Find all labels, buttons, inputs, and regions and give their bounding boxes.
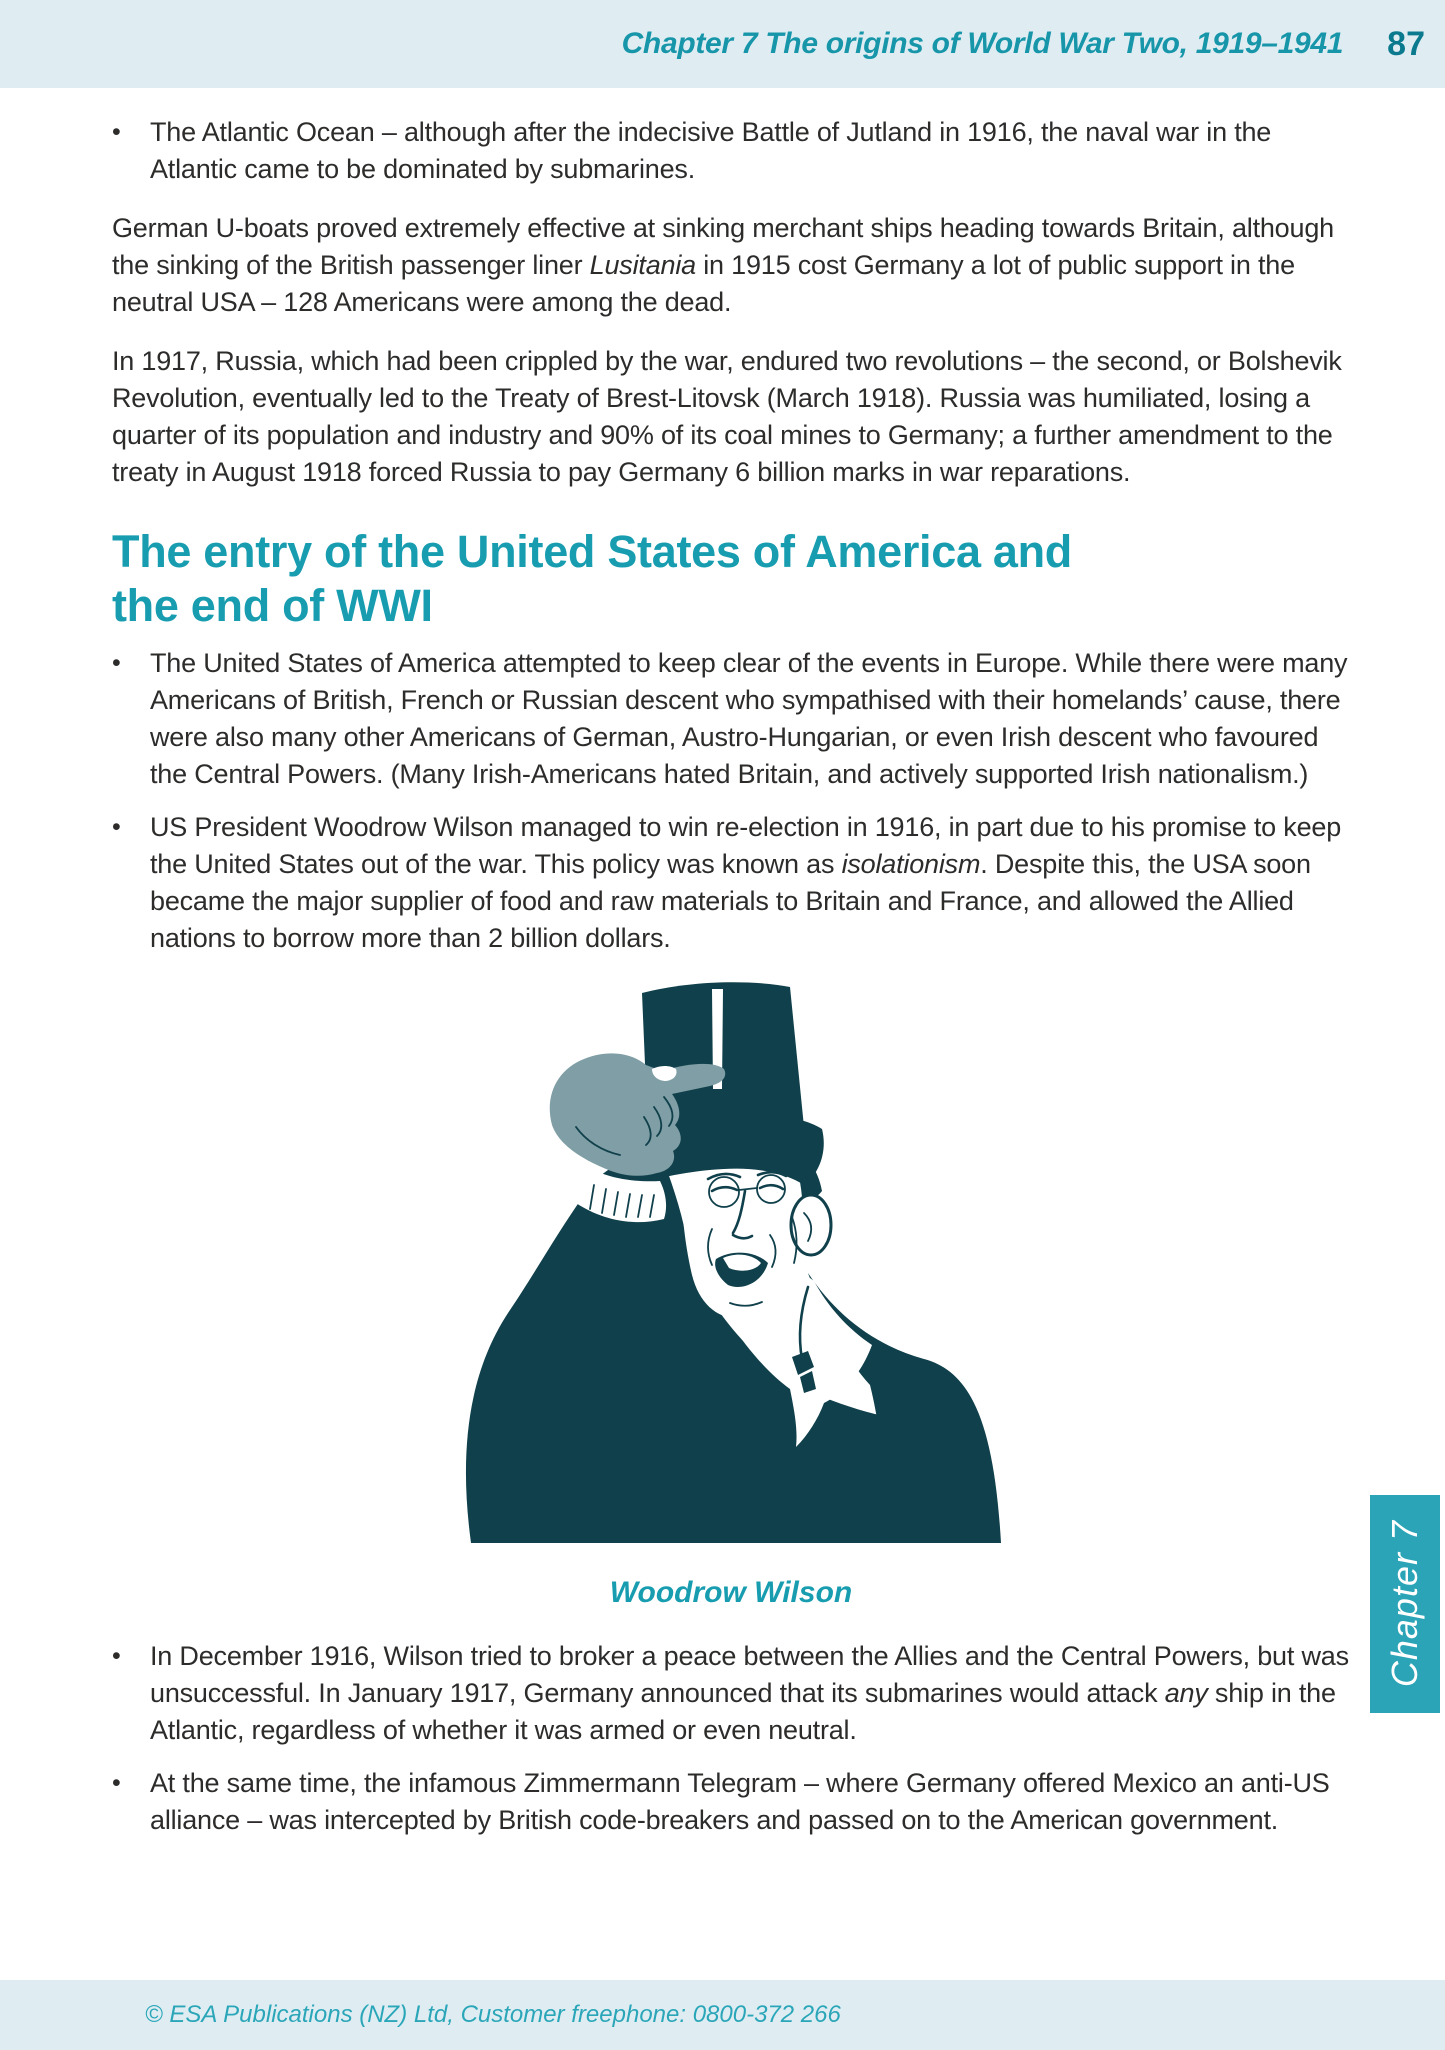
list-item xyxy=(112,114,1350,188)
section-bullet-list-top xyxy=(112,645,1350,957)
page-number: 87 xyxy=(1387,24,1425,63)
paragraph-segment-italic: isolationism xyxy=(841,849,981,879)
bullet-dot: • xyxy=(112,1769,121,1797)
bullet-dot: • xyxy=(112,118,121,146)
list-item xyxy=(112,1765,1350,1839)
paragraph-russia: In 1917, Russia, which had been crippled by the war, endured two revolutions – the second, or Bolshevik Revolution, eventually led to the Treaty of Brest-Litovsk (March 1918). Russia was humiliated, losing a quarter of its population and industry and 90% of its coal mines to Germany; a further amendment to the treaty in August 1918 forced Russia to pay Germany 6 billion marks in war reparations. xyxy=(112,346,1342,487)
section-bullet-list-bottom xyxy=(112,1638,1350,1839)
bullet-text-atlantic: The Atlantic Ocean – although after the indecisive Battle of Jutland in 1916, the naval war in the Atlantic came to be dominated by submarines. xyxy=(150,117,1272,184)
list-item xyxy=(112,1638,1350,1749)
bullet-text-wilson xyxy=(150,809,1350,957)
paragraph-segment: . Despite this, the USA soon became the major supplier of food and raw materials to Britain and France, and allowed the Allied nations to borrow more than 2 billion dollars. xyxy=(150,849,1311,953)
woodrow-wilson-illustration xyxy=(456,977,1006,1552)
chapter-tab-label: Chapter 7 xyxy=(1384,1520,1425,1688)
paragraph-segment: in 1915 cost Germany a lot of public support in the neutral USA – 128 Americans were among the dead. xyxy=(112,250,1295,317)
bullet-text-zimmermann: At the same time, the infamous Zimmermann Telegram – where Germany offered Mexico an anti-US alliance – was intercepted by British code-breakers and passed on to the American government. xyxy=(150,1768,1330,1835)
paragraph-segment: US President Woodrow Wilson managed to win re-election in 1916, in part due to his promise to keep the United States out of the war. This policy was known as xyxy=(150,812,1342,879)
heading-line: The entry of the United States of America and xyxy=(112,526,1072,577)
list-item xyxy=(112,809,1350,957)
footer-text: © ESA Publications (NZ) Ltd, Customer freephone: 0800-372 266 xyxy=(145,2001,841,2028)
chapter-side-tab xyxy=(1370,1495,1440,1713)
paragraph-segment-italic: Lusitania xyxy=(589,250,696,280)
bullet-dot: • xyxy=(112,649,121,677)
page-content xyxy=(112,88,1350,1839)
heading-line: the end of WWI xyxy=(112,580,433,631)
list-item xyxy=(112,645,1350,793)
wilson-figure xyxy=(112,977,1350,1610)
bullet-dot: • xyxy=(112,1642,121,1670)
paragraph-segment: German U-boats proved extremely effective at sinking merchant ships heading towards Britain, although the sinking of the British passenger liner xyxy=(112,213,1334,280)
page-header xyxy=(0,0,1445,88)
chapter-header-title: Chapter 7 The origins of World War Two, 1919–1941 xyxy=(621,27,1344,60)
bullet-text-usa: The United States of America attempted to keep clear of the events in Europe. While there were many Americans of British, French or Russian descent who sympathised with their homelands’ cause, there were also many other Americans of German, Austro-Hungarian, or even Irish descent who favoured the Central Powers. (Many Irish-Americans hated Britain, and actively supported Irish nationalism.) xyxy=(150,648,1348,789)
intro-bullet-list xyxy=(112,114,1350,188)
paragraph-segment-italic: any xyxy=(1164,1678,1208,1708)
paragraph-segment: In December 1916, Wilson tried to broker a peace between the Allies and the Central Powers, but was unsuccessful. In January 1917, Germany announced that its submarines would attack xyxy=(150,1641,1349,1708)
figure-caption: Woodrow Wilson xyxy=(609,1576,853,1609)
paragraph-uboats xyxy=(112,210,1350,321)
page-footer xyxy=(0,1980,1445,2050)
paragraph-segment: ship in the Atlantic, regardless of whether it was armed or even neutral. xyxy=(150,1678,1336,1745)
bullet-text-december xyxy=(150,1638,1350,1749)
bullet-dot: • xyxy=(112,813,121,841)
section-heading xyxy=(112,525,1350,633)
